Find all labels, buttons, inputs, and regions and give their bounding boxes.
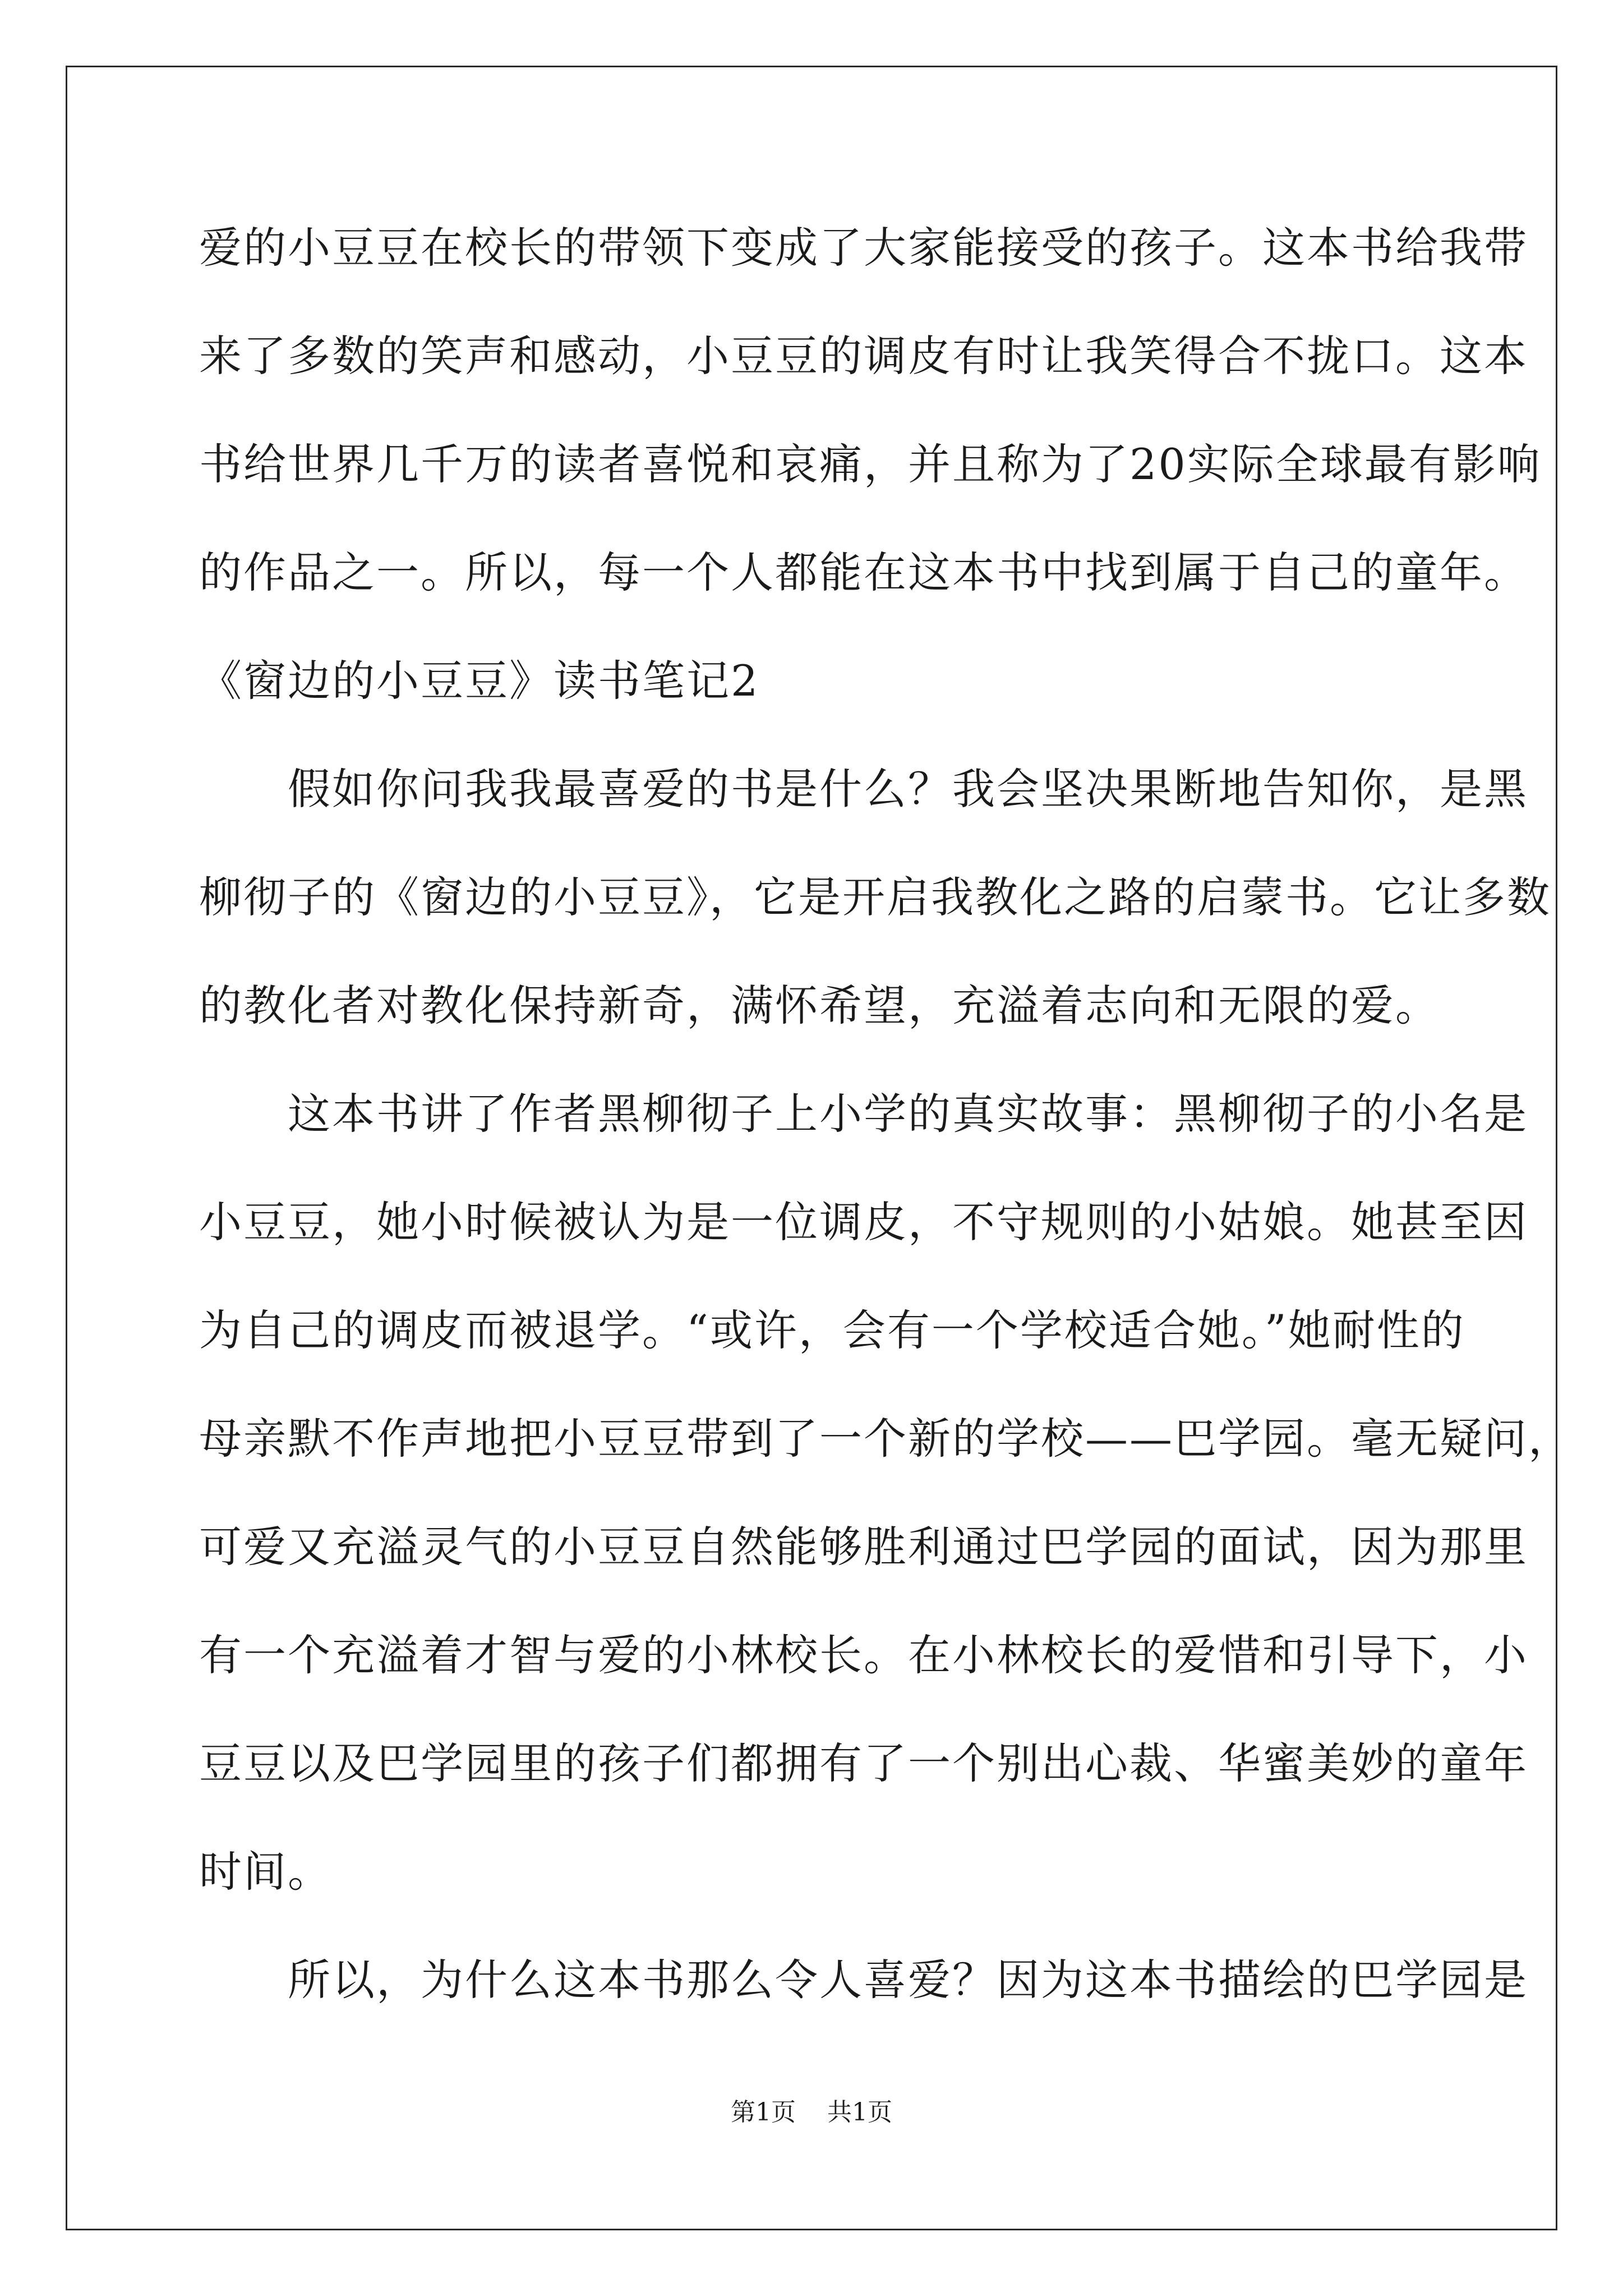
- text-line: 书给世界几千万的读者喜悦和哀痛，并且称为了20实际全球最有影响: [199, 439, 1542, 489]
- text-line: 的作品之一。所以，每一个人都能在这本书中找到属于自己的童年。: [199, 547, 1528, 597]
- text-line: 母亲默不作声地把小豆豆带到了一个新的学校——巴学园。毫无疑问，: [199, 1414, 1573, 1464]
- text-line: 为自己的调皮而被退学。“或许，会有一个学校适合她。”她耐性的: [199, 1305, 1465, 1355]
- text-line: 所以，为什么这本书那么令人喜爱？因为这本书描绘的巴学园是: [199, 1955, 1528, 2005]
- section-heading: 《窗边的小豆豆》读书笔记2: [199, 656, 760, 706]
- text-line: 的教化者对教化保持新奇，满怀希望，充溢着志向和无限的爱。: [199, 981, 1440, 1030]
- text-line: 柳彻子的《窗边的小豆豆》，它是开启我教化之路的启蒙书。它让多数: [199, 872, 1551, 922]
- text-line: 有一个充溢着才智与爱的小林校长。在小林校长的爱惜和引导下，小: [199, 1630, 1528, 1680]
- page-number-current: 第1页: [731, 2098, 796, 2127]
- text-line: 这本书讲了作者黑柳彻子上小学的真实故事：黑柳彻子的小名是: [199, 1089, 1528, 1139]
- page-number-total: 共1页: [827, 2098, 892, 2127]
- text-line: 可爱又充溢灵气的小豆豆自然能够胜利通过巴学园的面试，因为那里: [199, 1522, 1528, 1572]
- text-line: 来了多数的笑声和感动，小豆豆的调皮有时让我笑得合不拢口。这本: [199, 331, 1528, 381]
- text-line: 假如你问我我最喜爱的书是什么？我会坚决果断地告知你，是黑: [199, 764, 1528, 814]
- text-line: 爱的小豆豆在校长的带领下变成了大家能接受的孩子。这本书给我带: [199, 223, 1528, 273]
- page-footer: [0, 2097, 1623, 2128]
- text-line: 豆豆以及巴学园里的孩子们都拥有了一个别出心裁、华蜜美妙的童年: [199, 1738, 1528, 1788]
- document-body: [199, 220, 1573, 2060]
- text-line: 小豆豆，她小时候被认为是一位调皮，不守规则的小姑娘。她甚至因: [199, 1197, 1528, 1247]
- text-line: 时间。: [199, 1847, 332, 1897]
